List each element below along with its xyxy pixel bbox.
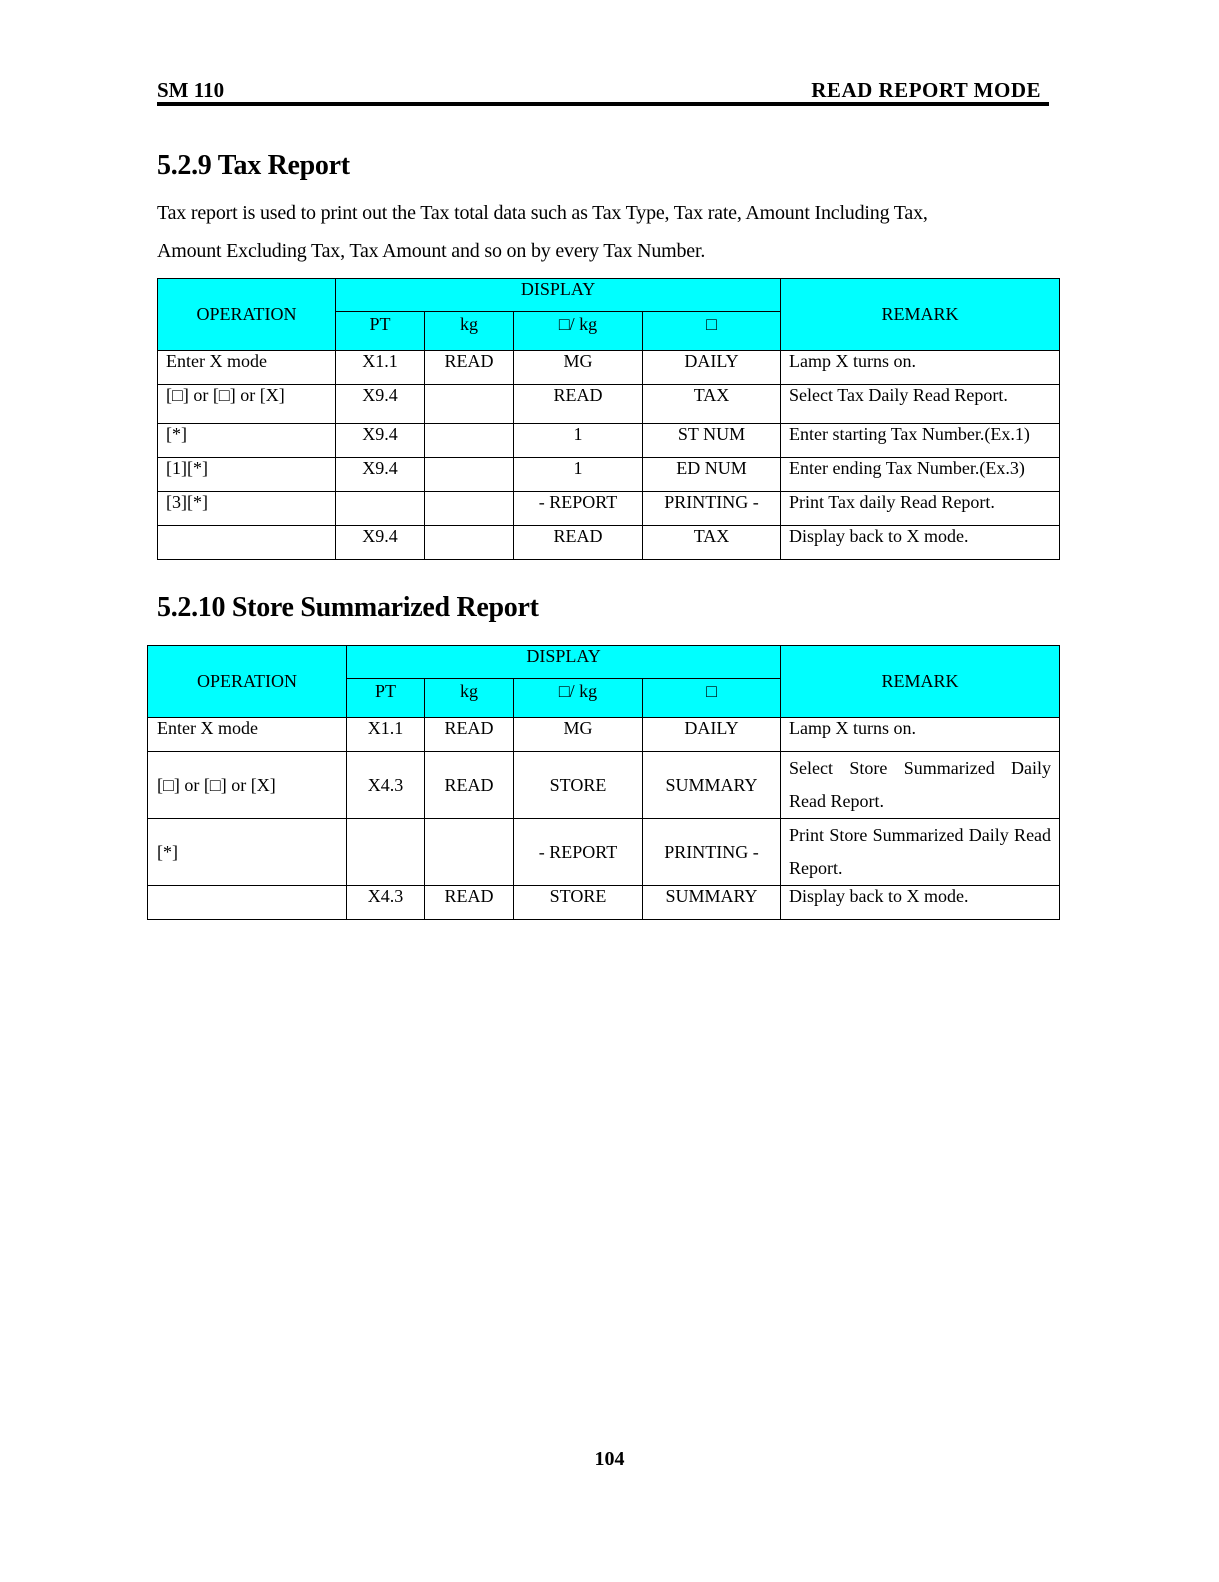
table-row <box>158 526 1060 560</box>
cell-price-per-kg: 1 <box>514 424 643 458</box>
cell-price: SUMMARY <box>643 752 781 819</box>
header-mode: READ REPORT MODE <box>811 78 1041 102</box>
table-row <box>148 718 1060 752</box>
cell-kg: READ <box>425 351 514 385</box>
intro-line-1: Tax report is used to print out the Tax total data such as Tax Type, Tax rate, Amount Including Tax, <box>157 202 928 224</box>
cell-pt: X9.4 <box>336 424 425 458</box>
cell-pt: X9.4 <box>336 385 425 424</box>
cell-price: DAILY <box>643 718 781 752</box>
cell-price: SUMMARY <box>643 886 781 920</box>
cell-remark: Display back to X mode. <box>781 886 1060 920</box>
cell-kg <box>425 458 514 492</box>
cell-price-per-kg: MG <box>514 718 643 752</box>
cell-price: PRINTING - <box>643 492 781 526</box>
intro-line-2: Amount Excluding Tax, Tax Amount and so on by every Tax Number. <box>157 240 706 262</box>
cell-kg <box>425 492 514 526</box>
header-kg: kg <box>425 312 514 351</box>
section-title-store-summarized-report: 5.2.10 Store Summarized Report <box>157 592 539 623</box>
header-model: SM 110 <box>157 78 225 102</box>
header-operation: OPERATION <box>148 646 347 718</box>
header-display: DISPLAY <box>347 646 781 679</box>
table-row <box>158 385 1060 424</box>
header-kg: kg <box>425 679 514 718</box>
cell-remark: Print Tax daily Read Report. <box>781 492 1060 526</box>
header-remark: REMARK <box>781 646 1060 718</box>
section-title-tax-report: 5.2.9 Tax Report <box>157 150 350 181</box>
cell-operation <box>158 526 336 560</box>
cell-pt <box>336 492 425 526</box>
cell-remark: Display back to X mode. <box>781 526 1060 560</box>
cell-remark: Select Store Summarized Daily Read Report. <box>781 752 1060 819</box>
header-price-per-kg: □/ kg <box>514 679 643 718</box>
section-intro <box>157 194 1057 270</box>
cell-price: TAX <box>643 526 781 560</box>
table-row <box>158 458 1060 492</box>
cell-remark: Select Tax Daily Read Report. <box>781 385 1060 424</box>
table-row <box>158 424 1060 458</box>
table-row <box>148 819 1060 886</box>
cell-price-per-kg: MG <box>514 351 643 385</box>
cell-remark: Enter starting Tax Number.(Ex.1) <box>781 424 1060 458</box>
cell-price: PRINTING - <box>643 819 781 886</box>
cell-pt <box>347 819 425 886</box>
cell-kg <box>425 526 514 560</box>
header-display: DISPLAY <box>336 279 781 312</box>
cell-remark: Print Store Summarized Daily Read Report. <box>781 819 1060 886</box>
cell-price: ST NUM <box>643 424 781 458</box>
table-row <box>148 752 1060 819</box>
table-row <box>148 886 1060 920</box>
cell-kg <box>425 424 514 458</box>
cell-kg: READ <box>425 752 514 819</box>
page-number: 104 <box>594 1448 625 1470</box>
cell-price: DAILY <box>643 351 781 385</box>
cell-operation: [3][*] <box>158 492 336 526</box>
header-pt: PT <box>336 312 425 351</box>
table-row <box>158 351 1060 385</box>
cell-price: ED NUM <box>643 458 781 492</box>
cell-price-per-kg: STORE <box>514 886 643 920</box>
tax-report-table <box>157 278 1060 560</box>
cell-price-per-kg: - REPORT <box>514 819 643 886</box>
header-remark: REMARK <box>781 279 1060 351</box>
cell-operation: Enter X mode <box>148 718 347 752</box>
header-operation: OPERATION <box>158 279 336 351</box>
cell-kg <box>425 385 514 424</box>
cell-operation: [*] <box>158 424 336 458</box>
cell-price-per-kg: READ <box>514 526 643 560</box>
cell-operation: Enter X mode <box>158 351 336 385</box>
header-pt: PT <box>347 679 425 718</box>
table-row <box>158 492 1060 526</box>
cell-kg: READ <box>425 886 514 920</box>
cell-operation: [1][*] <box>158 458 336 492</box>
page-header <box>157 76 1049 106</box>
cell-pt: X4.3 <box>347 886 425 920</box>
cell-pt: X4.3 <box>347 752 425 819</box>
cell-operation <box>148 886 347 920</box>
cell-kg: READ <box>425 718 514 752</box>
cell-price: TAX <box>643 385 781 424</box>
cell-remark: Enter ending Tax Number.(Ex.3) <box>781 458 1060 492</box>
cell-operation: [*] <box>148 819 347 886</box>
cell-operation: [□] or [□] or [X] <box>158 385 336 424</box>
header-price-per-kg: □/ kg <box>514 312 643 351</box>
cell-price-per-kg: READ <box>514 385 643 424</box>
cell-price-per-kg: - REPORT <box>514 492 643 526</box>
cell-price-per-kg: 1 <box>514 458 643 492</box>
cell-remark: Lamp X turns on. <box>781 351 1060 385</box>
cell-operation: [□] or [□] or [X] <box>148 752 347 819</box>
cell-kg <box>425 819 514 886</box>
cell-pt: X9.4 <box>336 526 425 560</box>
cell-price-per-kg: STORE <box>514 752 643 819</box>
cell-pt: X1.1 <box>347 718 425 752</box>
cell-remark: Lamp X turns on. <box>781 718 1060 752</box>
cell-pt: X1.1 <box>336 351 425 385</box>
store-summarized-report-table <box>147 645 1060 920</box>
header-price: □ <box>643 679 781 718</box>
cell-pt: X9.4 <box>336 458 425 492</box>
header-price: □ <box>643 312 781 351</box>
